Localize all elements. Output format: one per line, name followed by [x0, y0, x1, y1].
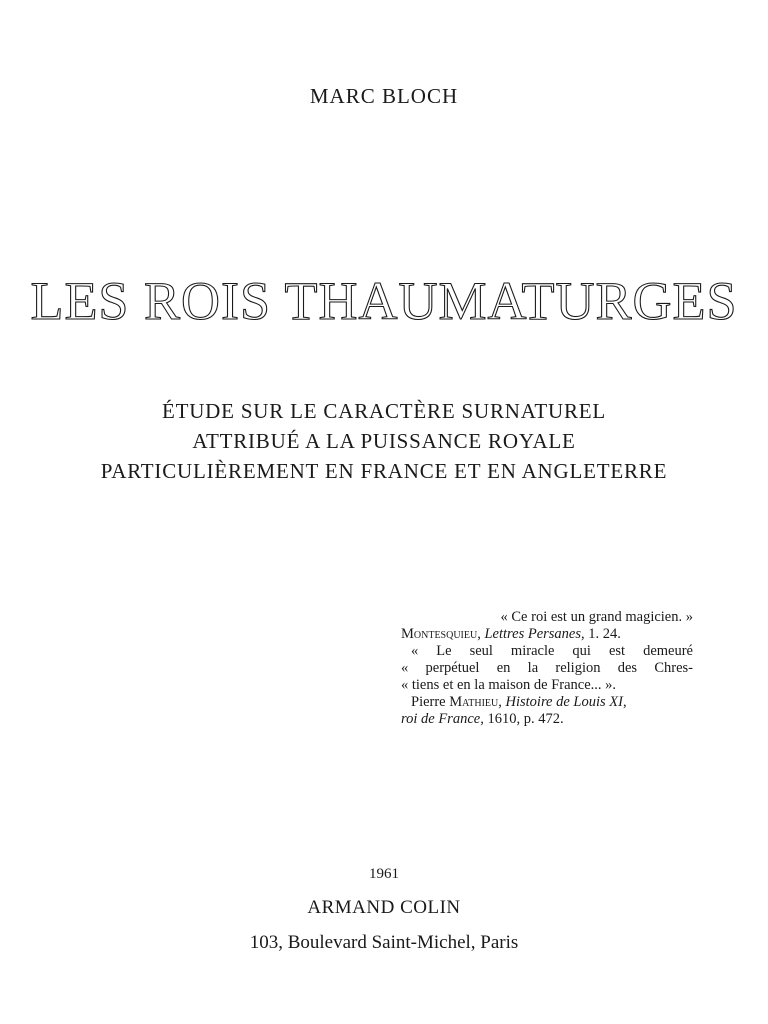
publisher-address: 103, Boulevard Saint-Michel, Paris: [249, 932, 519, 953]
author-name: MARC BLOCH: [309, 84, 459, 108]
epigraph-2-work-2: roi de France: [401, 711, 481, 727]
epigraph-2-line-2: « perpétuel en la religion des Chres-: [401, 660, 693, 676]
subtitle-line-3: PARTICULIÈREMENT EN FRANCE ET EN ANGLETERRE: [100, 459, 668, 483]
epigraph-1-work: Lettres Persanes: [484, 626, 581, 642]
epigraph-2-ref: , 1610, p. 472.: [480, 711, 564, 727]
epigraph-1-attribution: Montesquieu, Lettres Persanes, 1. 24.: [401, 626, 621, 642]
publication-year: 1961: [369, 866, 399, 882]
subtitle-line-1: ÉTUDE SUR LE CARACTÈRE SURNATUREL: [161, 399, 607, 423]
epigraph-1-author: Montesquieu: [401, 626, 478, 642]
epigraph-2-line-3: « tiens et en la maison de France... ».: [401, 677, 617, 693]
epigraph-2-author-last: Mathieu: [449, 694, 499, 710]
publisher-name: ARMAND COLIN: [307, 897, 461, 918]
epigraph-2-attribution: Pierre Mathieu, Histoire de Louis XI,: [411, 694, 627, 710]
epigraph-2-work: Histoire de Louis XI: [505, 694, 623, 710]
epigraph-2-line-1: « Le seul miracle qui est demeuré: [411, 643, 693, 659]
epigraph-1-quote: « Ce roi est un grand magicien. »: [500, 609, 693, 625]
book-title: LES ROIS THAUMATURGES: [30, 271, 738, 331]
subtitle-line-2: ATTRIBUÉ A LA PUISSANCE ROYALE: [192, 429, 576, 453]
epigraph-2-attribution-2: [401, 711, 693, 728]
epigraph-1-ref: , 1. 24.: [581, 626, 621, 642]
book-subtitle: [0, 396, 768, 486]
epigraph-2-author-first: Pierre: [411, 694, 450, 710]
epigraphs: [401, 609, 693, 728]
